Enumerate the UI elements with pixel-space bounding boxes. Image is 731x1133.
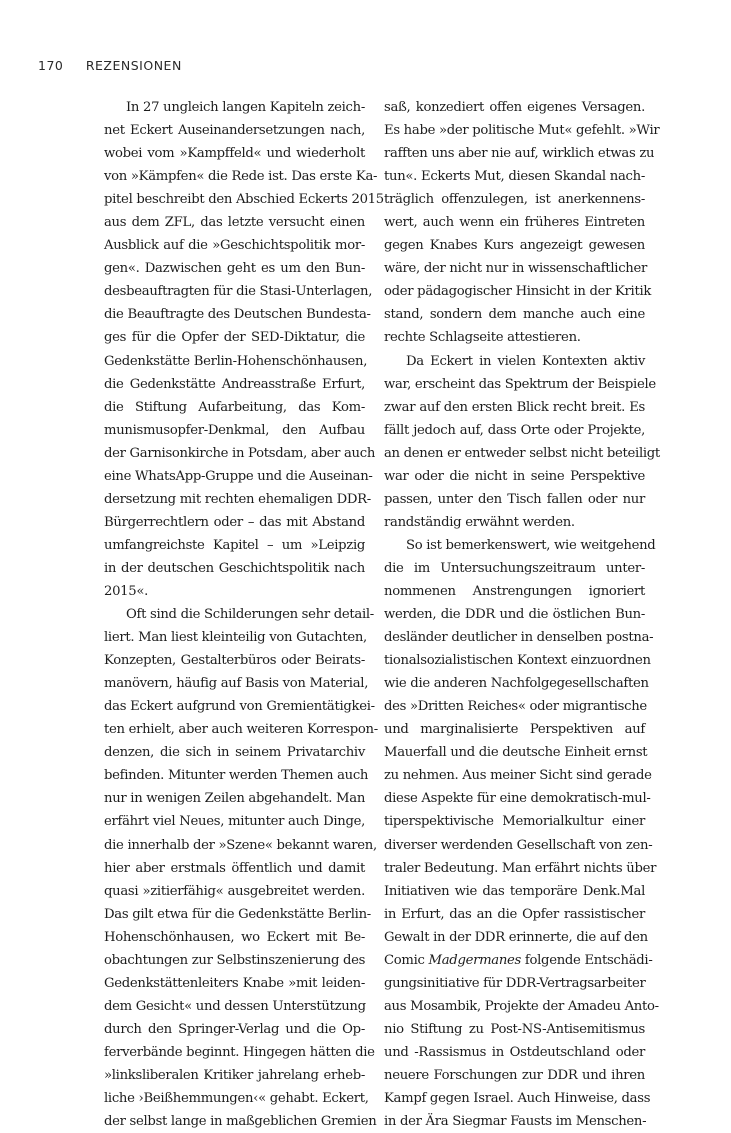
text-line: und -Rassismus in Ostdeutschland oder [384,1044,645,1060]
text-line: an denen er entweder selbst nicht beteiligt [384,445,660,461]
page-number: 170 [38,58,64,73]
text-line: Das gilt etwa für die Gedenkstätte Berlin- [104,906,371,922]
text-line: Hohenschönhausen, wo Eckert mit Be- [104,929,365,945]
text-line: diverser werdenden Gesellschaft von zen- [384,837,653,853]
text-line: Gedenkstätte Berlin-Hohenschönhausen, [104,353,368,369]
text-line: Kampf gegen Israel. Auch Hinweise, dass [384,1091,651,1107]
text-line: pitel beschreibt den Abschied Eckerts 2015 [104,192,384,208]
text-line: umfangreichste Kapitel – um »Leipzig [104,537,365,553]
text-line: Gedenkstättenleiters Knabe »mit leiden- [104,975,365,991]
text-line: ges für die Opfer der SED-Diktatur, die [104,330,365,346]
text-line: diese Aspekte für eine demokratisch-mul- [384,791,651,807]
text-line: Comic Madgermanes folgende Entschädi- [384,952,653,968]
text-line: tionalsozialistischen Kontext einzuordnen [384,653,651,669]
text-line: ferverbände beginnt. Hingegen hätten die [104,1044,375,1060]
text-line: erfährt viel Neues, mitunter auch Dinge, [104,814,365,830]
running-head [38,58,182,73]
text-line: passen, unter den Tisch fallen oder nur [384,491,645,507]
section-title: REZENSIONEN [85,58,182,73]
text-line: hier aber erstmals öffentlich und damit [104,860,365,876]
text-line: Oft sind die Schilderungen sehr detail- [126,607,374,623]
text-line: neuere Forschungen zur DDR und ihren [384,1067,645,1083]
text-line: fällt jedoch auf, dass Orte oder Projekte, [384,422,645,438]
text-line: gungsinitiative für DDR-Vertragsarbeiter [384,975,646,991]
text-line: die Beauftragte des Deutschen Bundesta- [104,307,371,323]
text-line: dersetzung mit rechten ehemaligen DDR- [104,491,371,507]
text-line: in der deutschen Geschichtspolitik nach [104,560,365,576]
text-line: Mauerfall und die deutsche Einheit ernst [384,745,648,761]
text-line: gen«. Dazwischen geht es um den Bun- [104,261,365,277]
text-line: manövern, häufig auf Basis von Material, [104,676,369,692]
text-line: randständig erwähnt werden. [384,514,575,530]
text-line: Da Eckert in vielen Kontexten aktiv [406,353,645,369]
text-line: der selbst lange in maßgeblichen Gremien [104,1114,377,1130]
text-line: träglich offenzulegen, ist anerkennens- [384,192,645,208]
text-line: nommenen Anstrengungen ignoriert [384,583,645,599]
text-line: net Eckert Auseinandersetzungen nach, [104,123,365,139]
text-line: Initiativen wie das temporäre Denk.Mal [384,883,645,899]
text-line: in Erfurt, das an die Opfer rassistischer [384,906,645,922]
text-line: desbeauftragten für die Stasi-Unterlagen, [104,284,373,300]
text-line: oder pädagogischer Hinsicht in der Kritik [384,284,652,300]
text-line: »linksliberalen Kritiker jahrelang erheb- [104,1067,365,1083]
text-line: wert, auch wenn ein früheres Eintreten [384,215,645,231]
text-line: Bürgerrechtlern oder – das mit Abstand [104,514,365,530]
text-line: wäre, der nicht nur in wissenschaftlicher [384,261,648,277]
text-line: nio Stiftung zu Post-NS-Antisemitismus [384,1021,645,1037]
text-line: war oder die nicht in seine Perspektive [384,468,645,484]
text-line: die innerhalb der »Szene« bekannt waren, [104,837,377,853]
text-line: obachtungen zur Selbstinszenierung des [104,952,366,968]
text-line: die Gedenkstätte Andreasstraße Erfurt, [104,376,365,392]
text-line: durch den Springer-Verlag und die Op- [104,1021,365,1037]
left-text-column [104,96,384,1133]
text-line: 2015«. [104,583,149,599]
text-line: Es habe »der politische Mut« gefehlt. »Wir [384,123,660,139]
text-line: rechte Schlagseite attestieren. [384,330,581,346]
text-line: die Stiftung Aufarbeitung, das Kom- [104,399,365,415]
text-line: wie die anderen Nachfolgegesellschaften [384,676,649,692]
text-line: tun«. Eckerts Mut, diesen Skandal nach- [384,169,645,185]
text-line: eine WhatsApp-Gruppe und die Auseinan- [104,468,373,484]
text-line: nur in wenigen Zeilen abgehandelt. Man [104,791,366,807]
text-line: In 27 ungleich langen Kapiteln zeich- [126,100,365,115]
text-line: rafften uns aber nie auf, wirklich etwas zu [384,146,655,162]
right-text-column [384,96,660,1133]
text-line: traler Bedeutung. Man erfährt nichts über [384,860,657,876]
text-line: tiperspektivische Memorialkultur einer [384,814,645,830]
text-line: aus Mosambik, Projekte der Amadeu Anto- [384,998,659,1014]
text-line: liche ›Beißhemmungen‹« gehabt. Eckert, [104,1091,369,1107]
text-line: stand, sondern dem manche auch eine [384,307,645,323]
text-line: in der Ära Siegmar Fausts im Menschen- [384,1114,647,1130]
text-line: desländer deutlicher in denselben postna- [384,630,654,646]
text-line: wobei vom »Kampffeld« und wiederholt [104,146,365,162]
text-line: Gewalt in der DDR erinnerte, die auf den [384,929,648,945]
text-line: von »Kämpfen« die Rede ist. Das erste Ka- [104,169,378,185]
text-line: saß, konzediert offen eigenes Versagen. [384,100,645,115]
text-line: zwar auf den ersten Blick recht breit. Es [384,399,645,415]
text-line: und marginalisierte Perspektiven auf [384,722,645,738]
text-line: aus dem ZFL, das letzte versucht einen [104,215,365,231]
text-line: munismusopfer-Denkmal, den Aufbau [104,422,365,438]
text-line: war, erscheint das Spektrum der Beispiele [384,376,656,392]
text-line: befinden. Mitunter werden Themen auch [104,768,369,784]
text-line: liert. Man liest kleinteilig von Gutachten, [104,630,367,646]
text-line: das Eckert aufgrund von Gremientätigkei- [104,699,375,715]
text-line: Ausblick auf die »Geschichtspolitik mor- [104,238,365,254]
text-line: zu nehmen. Aus meiner Sicht sind gerade [384,768,652,784]
text-line: So ist bemerkenswert, wie weitgehend [406,537,656,553]
text-line: gegen Knabes Kurs angezeigt gewesen [384,238,645,254]
text-line: die im Untersuchungszeitraum unter- [384,560,645,576]
text-line: Konzepten, Gestalterbüros oder Beirats- [104,653,365,669]
text-line: quasi »zitierfähig« ausgebreitet werden. [104,883,365,899]
text-line: werden, die DDR und die östlichen Bun- [384,607,645,623]
text-line: der Garnisonkirche in Potsdam, aber auch [104,445,376,461]
italic-title: Madgermanes [428,952,522,968]
text-line: ten erhielt, aber auch weiteren Korrespon- [104,722,378,738]
text-line: denzen, die sich in seinem Privatarchiv [104,745,365,761]
text-line: des »Dritten Reiches« oder migrantische [384,699,647,715]
text-line: dem Gesicht« und dessen Unterstützung [104,998,366,1014]
